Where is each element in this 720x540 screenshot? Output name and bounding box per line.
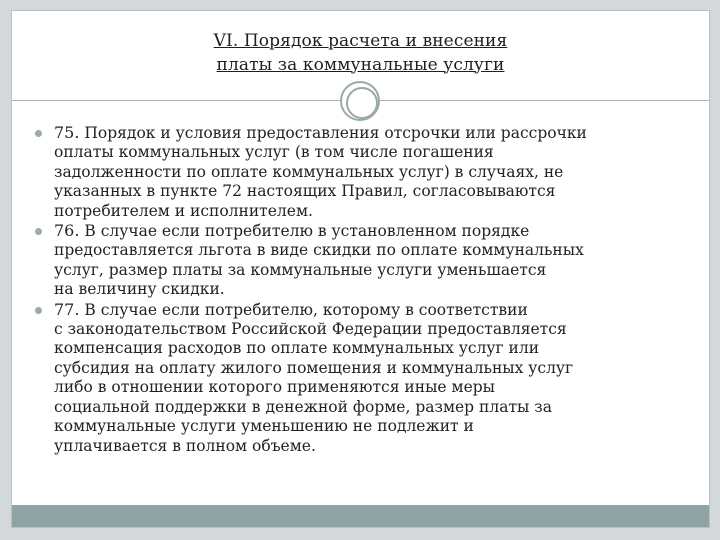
item-text: В случае если потребителю в установленном порядке xyxy=(79,222,530,241)
item-text: В случае если потребителю, которому в соответствии xyxy=(79,300,528,319)
item-line xyxy=(54,300,701,320)
item-line: компенсация расходов по оплате коммунальных услуг или xyxy=(54,339,540,358)
item-line: услуг, размер платы за коммунальные услуги уменьшается xyxy=(54,260,547,279)
item-line: на величину скидки. xyxy=(54,280,225,299)
bullet-list xyxy=(12,123,709,456)
item-line: задолженности по оплате коммунальных услуг) в случаях, не xyxy=(54,162,564,181)
item-text: Порядок и условия предоставления отсрочки или рассрочки xyxy=(79,124,587,142)
item-line: уплачивается в полном объеме. xyxy=(54,436,316,455)
list-item-76 xyxy=(54,221,701,300)
list-item-77 xyxy=(54,300,701,456)
item-line: субсидия на оплату жилого помещения и коммунальных услуг xyxy=(54,358,574,377)
item-line: потребителем и исполнителем. xyxy=(54,201,313,220)
footer-bar xyxy=(12,505,709,527)
list-item-75 xyxy=(54,123,701,221)
item-line: либо в отношении которого применяются иные меры xyxy=(54,378,496,397)
item-line: оплаты коммунальных услуг (в том числе погашения xyxy=(54,143,494,162)
slide xyxy=(11,10,710,528)
item-line: с законодательством Российской Федерации предоставляется xyxy=(54,320,567,339)
bullet-icon xyxy=(35,130,42,137)
item-line: предоставляется льгота в виде скидки по оплате коммунальных xyxy=(54,241,584,260)
item-line: социальной поддержки в денежной форме, размер платы за xyxy=(54,397,552,416)
title-line-2: платы за коммунальные услуги xyxy=(216,54,505,75)
item-line: коммунальные услуги уменьшению не подлежит и xyxy=(54,417,474,436)
bullet-icon xyxy=(35,228,42,235)
item-number: 76. xyxy=(54,221,80,241)
item-line: указанных в пункте 72 настоящих Правил, согласовываются xyxy=(54,182,556,201)
bullet-icon xyxy=(35,307,42,314)
item-number: 75. xyxy=(54,123,80,142)
item-number: 77. xyxy=(54,299,80,319)
item-line xyxy=(54,123,701,143)
title-line-1: VI. Порядок расчета и внесения xyxy=(213,30,508,51)
item-line xyxy=(54,221,701,241)
circle-ornament-icon xyxy=(340,81,380,121)
